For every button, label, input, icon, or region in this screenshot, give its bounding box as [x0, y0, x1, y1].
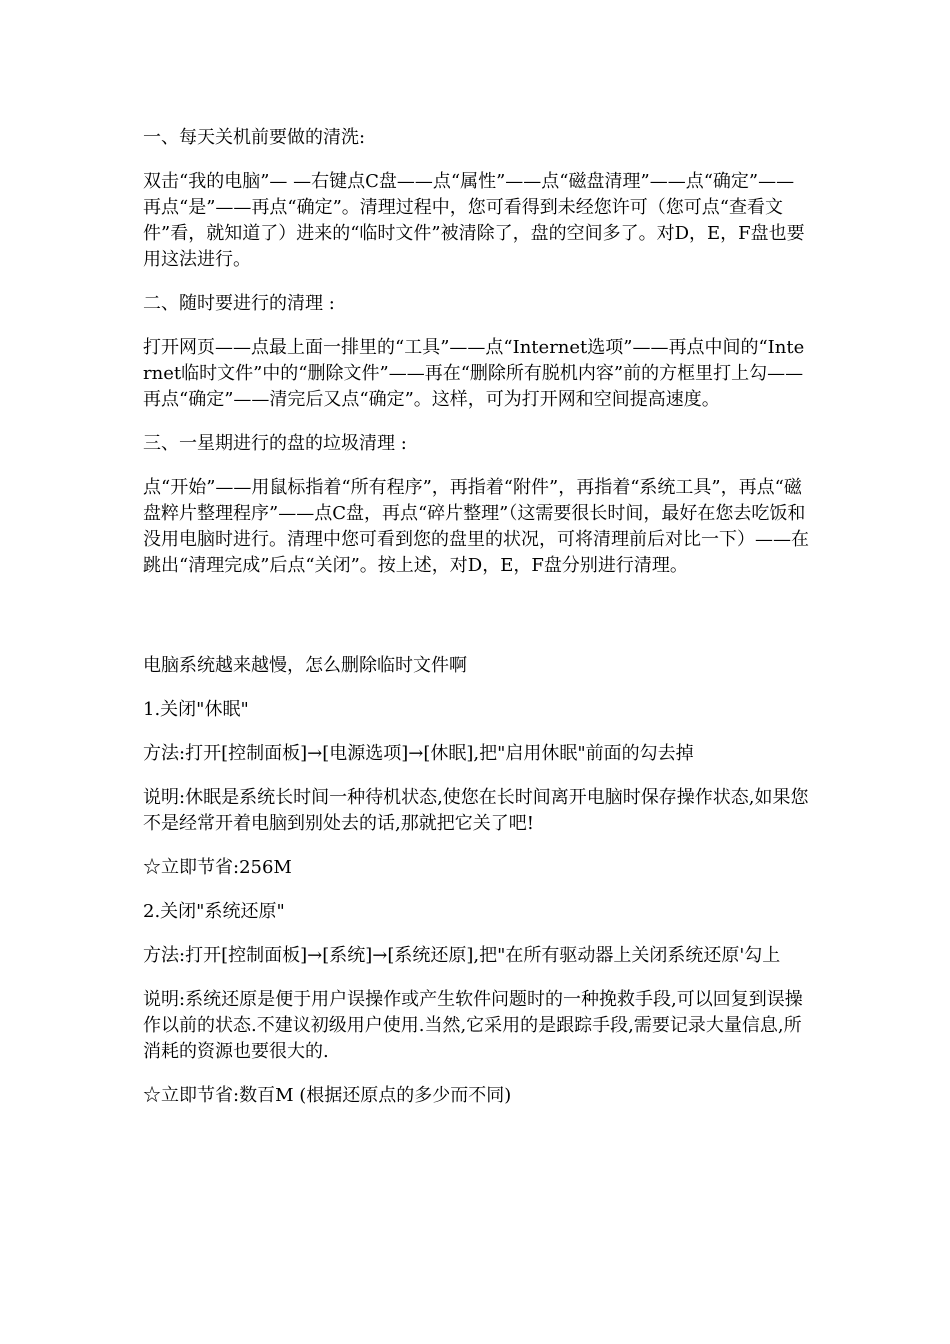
- item2-description: 说明:系统还原是便于用户误操作或产生软件问题时的一种挽救手段,可以回复到误操作以前的状态.不建议初级用户使用.当然,它采用的是跟踪手段,需要记录大量信息,所消耗的资源也要很大的.: [143, 989, 803, 1062]
- item1-saving: ☆立即节省:256M: [143, 857, 292, 878]
- section3-body: 点“开始”——用鼠标指着“所有程序”，再指着“附件”，再指着“系统工具”，再点“磁盘粹片整理程序”——点C盘，再点“碎片整理”（这需要很长时间，最好在您去吃饭和没用电脑时进行。清理中您可看到您的盘里的状况，可将清理前后对比一下）——在跳出“清理完成”后点“关闭”。按上述，对D，E，F盘分别进行清理。: [143, 477, 809, 576]
- item2-saving: ☆立即节省:数百M (根据还原点的多少而不同): [143, 1085, 512, 1106]
- article2-title: 电脑系统越来越慢，怎么删除临时文件啊: [143, 655, 467, 676]
- item2-heading: 2.关闭"系统还原": [143, 901, 285, 922]
- item1-method: 方法:打开[控制面板]→[电源选项]→[休眠],把"启用休眠"前面的勾去掉: [143, 743, 694, 764]
- item1-description: 说明:休眠是系统长时间一种待机状态,使您在长时间离开电脑时保存操作状态,如果您不是经常开着电脑到别处去的话,那就把它关了吧!: [143, 787, 809, 834]
- section1-heading: 一、每天关机前要做的清洗:: [143, 127, 366, 148]
- section1-body: 双击“我的电脑”— —右键点C盘——点“属性”——点“磁盘清理”——点“确定”——再点“是”——再点“确定”。清理过程中，您可看得到未经您许可（您可点“查看文件”看，就知道了）进来的“临时文件”被清除了，盘的空间多了。对D，E，F盘也要用这法进行。: [143, 171, 805, 270]
- section3-heading: 三、一星期进行的盘的垃圾清理 :: [143, 433, 407, 454]
- section2-body: 打开网页——点最上面一排里的“工具”——点“Internet选项”——再点中间的“Internet临时文件”中的“删除文件”——再在“删除所有脱机内容”前的方框里打上勾——再点“确定”——清完后又点“确定”。这样，可为打开网和空间提高速度。: [143, 337, 805, 410]
- item1-heading: 1.关闭"休眠": [143, 699, 249, 720]
- section2-heading: 二、随时要进行的清理 :: [143, 293, 335, 314]
- item2-method: 方法:打开[控制面板]→[系统]→[系统还原],把"在所有驱动器上关闭系统还原'勾上: [143, 945, 781, 966]
- document-page: [143, 125, 811, 1109]
